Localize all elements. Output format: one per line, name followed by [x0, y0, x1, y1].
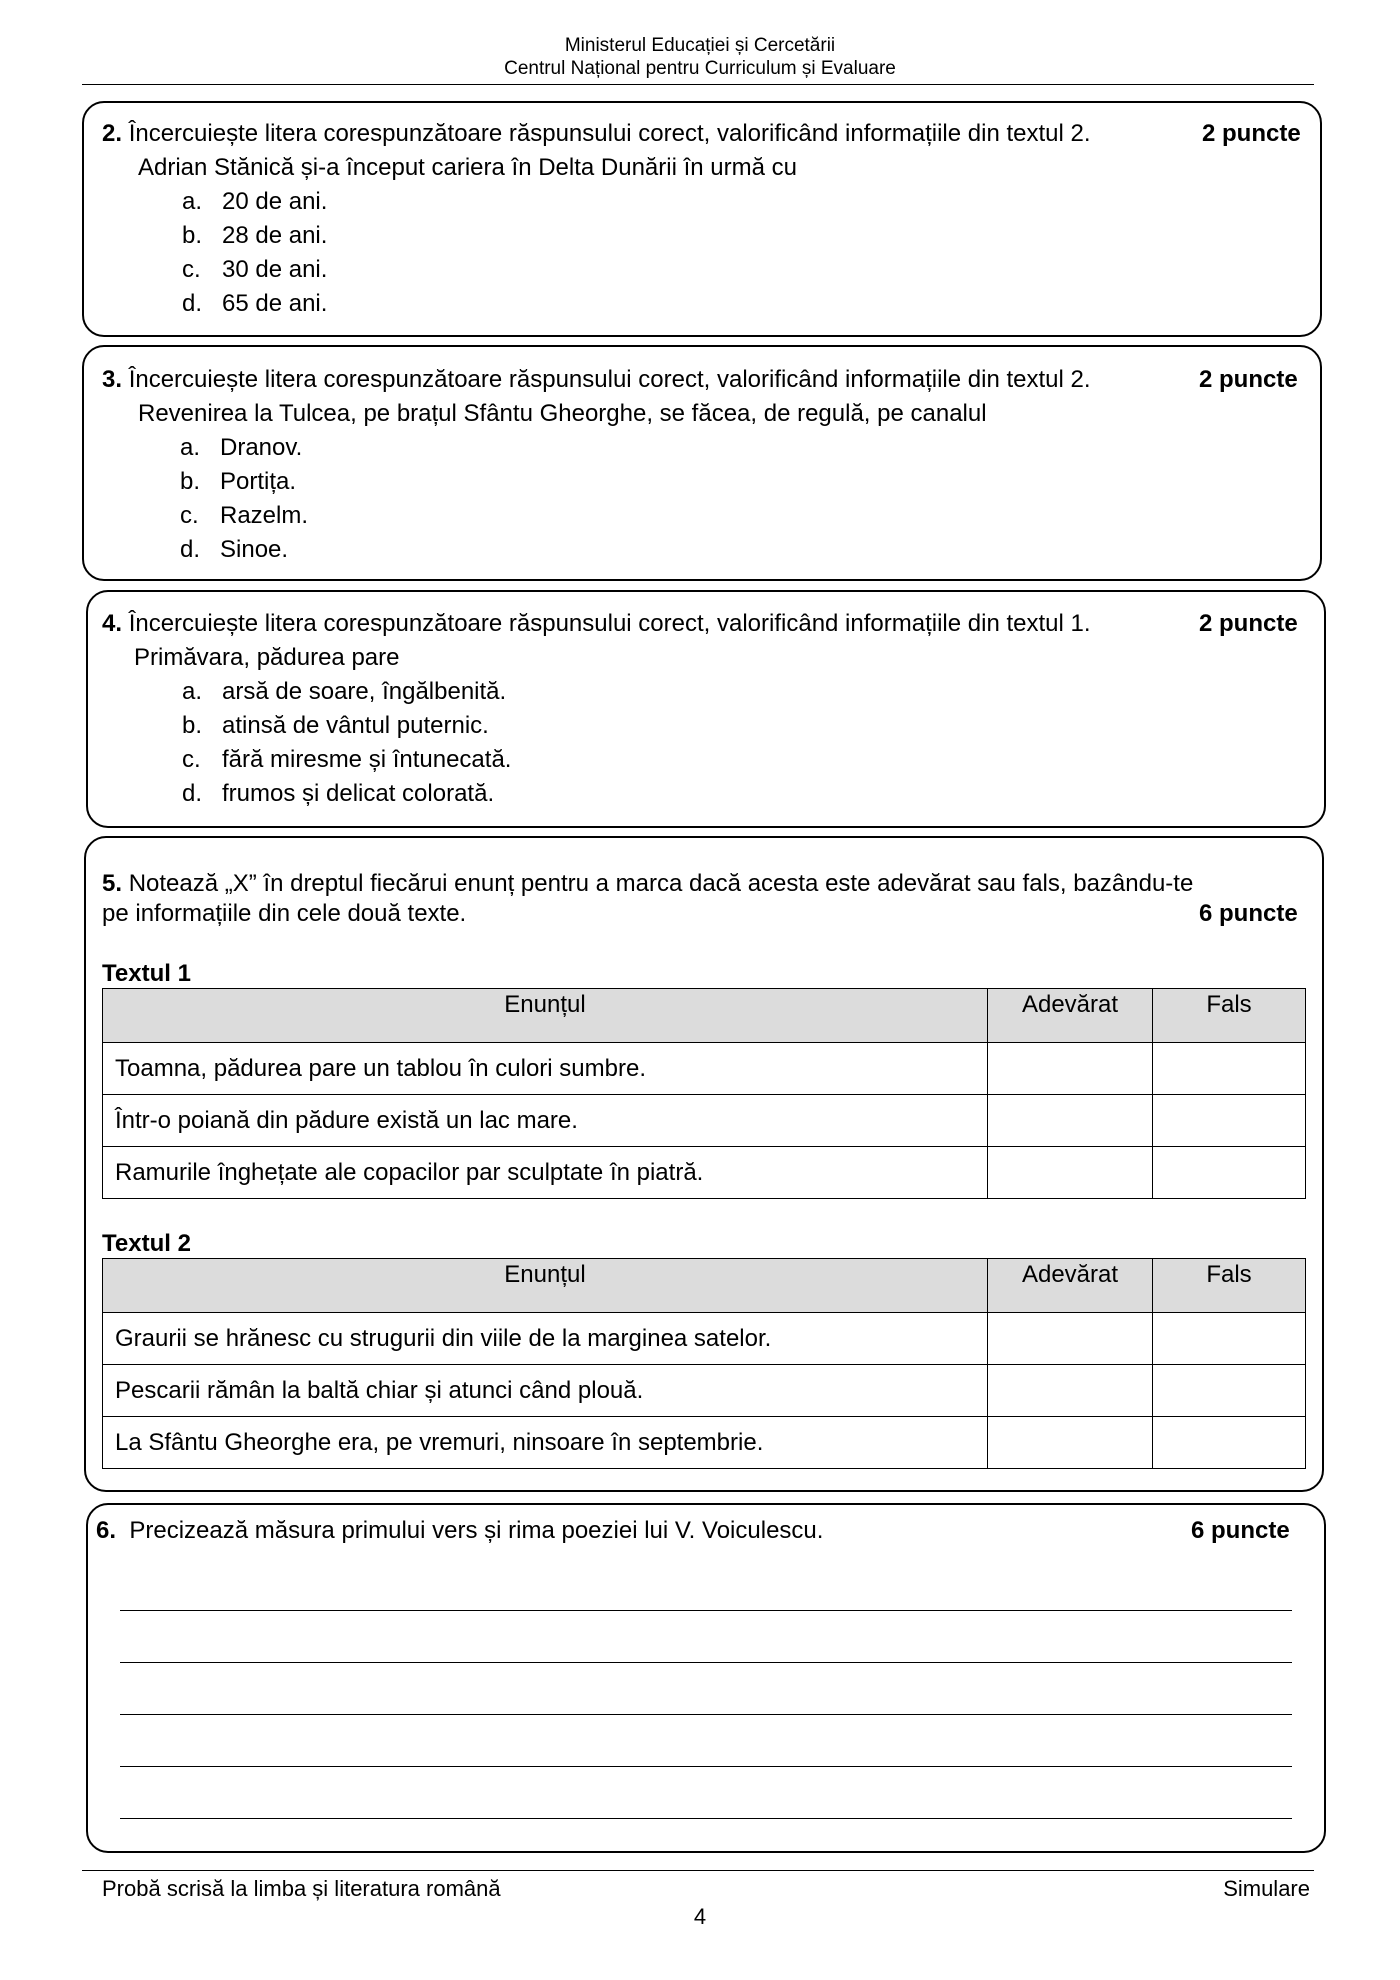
table-row — [103, 1095, 1306, 1147]
table-1-title: Textul 1 — [102, 960, 191, 987]
question-4-prompt: Primăvara, pădurea pare — [134, 644, 400, 671]
question-3-prompt: Revenirea la Tulcea, pe brațul Sfântu Gheorghe, se făcea, de regulă, pe canalul — [138, 400, 987, 427]
footer-divider — [82, 1870, 1314, 1871]
question-3-option-d[interactable]: d. Sinoe. — [180, 536, 289, 563]
statement-cell: Graurii se hrănesc cu strugurii din viile de la marginea satelor. — [103, 1313, 988, 1365]
question-2-option-a[interactable]: a. 20 de ani. — [182, 188, 328, 215]
question-3-option-a[interactable]: a. Dranov. — [180, 434, 303, 461]
table-row — [103, 1313, 1306, 1365]
column-true: Adevărat — [988, 1259, 1153, 1313]
answer-line[interactable] — [120, 1766, 1292, 1767]
true-checkbox-cell[interactable] — [988, 1095, 1153, 1147]
true-checkbox-cell[interactable] — [988, 1313, 1153, 1365]
table-row — [103, 1365, 1306, 1417]
column-statement: Enunțul — [103, 1259, 988, 1313]
question-2-option-d[interactable]: d. 65 de ani. — [182, 290, 328, 317]
question-4-points: 2 puncte — [1199, 610, 1298, 637]
false-checkbox-cell[interactable] — [1153, 1043, 1306, 1095]
header-ministry: Ministerul Educației și Cercetării — [564, 35, 836, 56]
question-6-points: 6 puncte — [1191, 1517, 1290, 1544]
header-divider — [82, 84, 1314, 85]
answer-line[interactable] — [120, 1662, 1292, 1663]
statement-cell: La Sfântu Gheorghe era, pe vremuri, ninsoare în septembrie. — [103, 1417, 988, 1469]
header-center: Centrul Național pentru Curriculum și Evaluare — [504, 58, 896, 79]
false-checkbox-cell[interactable] — [1153, 1313, 1306, 1365]
false-checkbox-cell[interactable] — [1153, 1147, 1306, 1199]
question-2-points: 2 puncte — [1202, 120, 1301, 147]
true-checkbox-cell[interactable] — [988, 1043, 1153, 1095]
question-3-instruction: 3. Încercuiește litera corespunzătoare răspunsului corect, valorificând informațiile din textul 2. — [102, 366, 1091, 393]
table-1 — [102, 988, 1306, 1199]
page-number: 4 — [693, 1904, 707, 1929]
question-4-instruction: 4. Încercuiește litera corespunzătoare răspunsului corect, valorificând informațiile din textul 1. — [102, 610, 1091, 637]
table-2 — [102, 1258, 1306, 1469]
statement-cell: Toamna, pădurea pare un tablou în culori sumbre. — [103, 1043, 988, 1095]
true-checkbox-cell[interactable] — [988, 1365, 1153, 1417]
table-2-title: Textul 2 — [102, 1230, 191, 1257]
answer-line[interactable] — [120, 1714, 1292, 1715]
column-false: Fals — [1153, 989, 1306, 1043]
question-3-option-c[interactable]: c. Razelm. — [180, 502, 309, 529]
answer-line[interactable] — [120, 1818, 1292, 1819]
statement-cell: Pescarii rămân la baltă chiar și atunci când plouă. — [103, 1365, 988, 1417]
question-2-instruction: 2. Încercuiește litera corespunzătoare răspunsului corect, valorificând informațiile din textul 2. — [102, 120, 1091, 147]
question-3-option-b[interactable]: b. Portița. — [180, 468, 297, 495]
column-statement: Enunțul — [103, 989, 988, 1043]
question-2-prompt: Adrian Stănică și-a început cariera în Delta Dunării în urmă cu — [138, 154, 797, 181]
question-3-points: 2 puncte — [1199, 366, 1298, 393]
question-5-instruction-line1: 5. Notează „X” în dreptul fiecărui enunț pentru a marca dacă acesta este adevărat sau fals, bazându-te — [102, 870, 1194, 897]
table-row — [103, 1147, 1306, 1199]
question-4-option-c[interactable]: c. fără miresme și întunecată. — [182, 746, 512, 773]
question-4-option-d[interactable]: d. frumos și delicat colorată. — [182, 780, 495, 807]
column-true: Adevărat — [988, 989, 1153, 1043]
table-2-header-row — [103, 1259, 1306, 1313]
question-2-option-c[interactable]: c. 30 de ani. — [182, 256, 328, 283]
true-checkbox-cell[interactable] — [988, 1147, 1153, 1199]
table-row — [103, 1417, 1306, 1469]
table-1-header-row — [103, 989, 1306, 1043]
question-6-instruction: 6. Precizează măsura primului vers și rima poeziei lui V. Voiculescu. — [96, 1517, 824, 1544]
false-checkbox-cell[interactable] — [1153, 1095, 1306, 1147]
statement-cell: Ramurile înghețate ale copacilor par sculptate în piatră. — [103, 1147, 988, 1199]
table-row — [103, 1043, 1306, 1095]
true-checkbox-cell[interactable] — [988, 1417, 1153, 1469]
statement-cell: Într-o poiană din pădure există un lac mare. — [103, 1095, 988, 1147]
question-2-option-b[interactable]: b. 28 de ani. — [182, 222, 328, 249]
false-checkbox-cell[interactable] — [1153, 1365, 1306, 1417]
question-5-instruction-line2: pe informațiile din cele două texte. — [102, 900, 467, 927]
footer-exam-title: Probă scrisă la limba și literatura română — [102, 1876, 501, 1901]
answer-line[interactable] — [120, 1610, 1292, 1611]
page-header — [0, 34, 1400, 80]
false-checkbox-cell[interactable] — [1153, 1417, 1306, 1469]
question-4-option-b[interactable]: b. atinsă de vântul puternic. — [182, 712, 489, 739]
footer-exam-type: Simulare — [1223, 1876, 1310, 1901]
column-false: Fals — [1153, 1259, 1306, 1313]
question-5-points: 6 puncte — [1199, 900, 1298, 927]
question-4-option-a[interactable]: a. arsă de soare, îngălbenită. — [182, 678, 507, 705]
question-6-box — [86, 1503, 1326, 1853]
